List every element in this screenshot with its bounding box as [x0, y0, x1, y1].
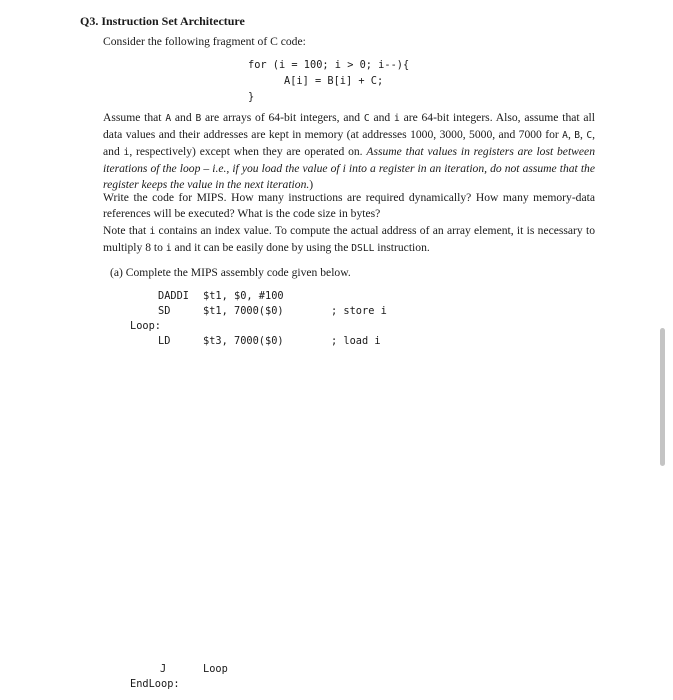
- code-DSLL: DSLL: [351, 243, 375, 254]
- para1-text: ,: [567, 128, 575, 141]
- code-i: i: [165, 243, 172, 254]
- code-i: i: [394, 113, 400, 124]
- asm-op-ld: LD: [158, 335, 171, 347]
- para3-text: instruction.: [374, 241, 430, 254]
- asm-args-sd: $t1, 7000($0): [203, 305, 284, 317]
- italic-assumption: Assume that values in registers are lost between iterations of the loop – i.e., if you load the value of i into a register in an iteration, do not assume that the register keeps the value in the next iteration.: [103, 145, 595, 191]
- asm-op-j: J: [160, 663, 167, 675]
- code-i: i: [149, 226, 156, 237]
- code-C: C: [363, 113, 370, 124]
- c-code-line-2: A[i] = B[i] + C;: [284, 75, 384, 87]
- asm-comment-store-i: ; store i: [331, 305, 387, 317]
- para1-text: ,: [580, 128, 587, 141]
- para3-text: and it can be easily done by using the: [171, 241, 352, 254]
- question-intro: Consider the following fragment of C code:: [103, 35, 306, 48]
- para1-text: are arrays of 64-bit integers, and: [201, 111, 364, 124]
- note-paragraph: [103, 223, 595, 257]
- code-B: B: [195, 113, 202, 124]
- task-paragraph: Write the code for MIPS. How many instructions are required dynamically? How many memory-data references will be executed? What is the code size in bytes?: [103, 191, 595, 220]
- code-A: A: [165, 113, 172, 124]
- c-code-line-1: for (i = 100; i > 0; i--){: [248, 59, 410, 71]
- para3-text: Note that: [103, 224, 150, 237]
- para1-text: and: [369, 111, 394, 124]
- para1-text: and: [171, 111, 196, 124]
- assumptions-paragraph: [103, 110, 595, 193]
- para1-text: are 64-bit integers. Also, assume that all data values and their addresses are kept in memory (at addresses 1000, 3000, 5000, and 7000 for: [103, 111, 595, 141]
- code-A: A: [562, 130, 568, 141]
- para1-text: Assume that: [103, 111, 166, 124]
- code-C: C: [586, 130, 593, 141]
- asm-comment-load-i: ; load i: [331, 335, 381, 347]
- c-code-line-3: }: [248, 91, 255, 103]
- asm-args-ld: $t3, 7000($0): [203, 335, 284, 347]
- para1-text: ): [309, 178, 314, 191]
- para1-text: , respectively) except when they are operated on.: [129, 145, 367, 158]
- code-B: B: [574, 130, 581, 141]
- asm-op-daddi: DADDI: [158, 290, 189, 302]
- para1-text: , and: [103, 128, 596, 158]
- code-i: i: [123, 147, 130, 158]
- question-title: Q3. Instruction Set Architecture: [80, 14, 245, 28]
- asm-label-endloop: EndLoop:: [130, 678, 180, 690]
- asm-op-sd: SD: [158, 305, 171, 317]
- part-a-label: (a) Complete the MIPS assembly code given below.: [110, 266, 351, 279]
- vertical-scrollbar[interactable]: [660, 328, 665, 466]
- asm-args-j: Loop: [203, 663, 228, 675]
- asm-args-daddi: $t1, $0, #100: [203, 290, 284, 302]
- asm-label-loop: Loop:: [130, 320, 161, 332]
- para3-text: contains an index value. To compute the actual address of an array element, it is necessary to multiply 8 to: [103, 224, 596, 254]
